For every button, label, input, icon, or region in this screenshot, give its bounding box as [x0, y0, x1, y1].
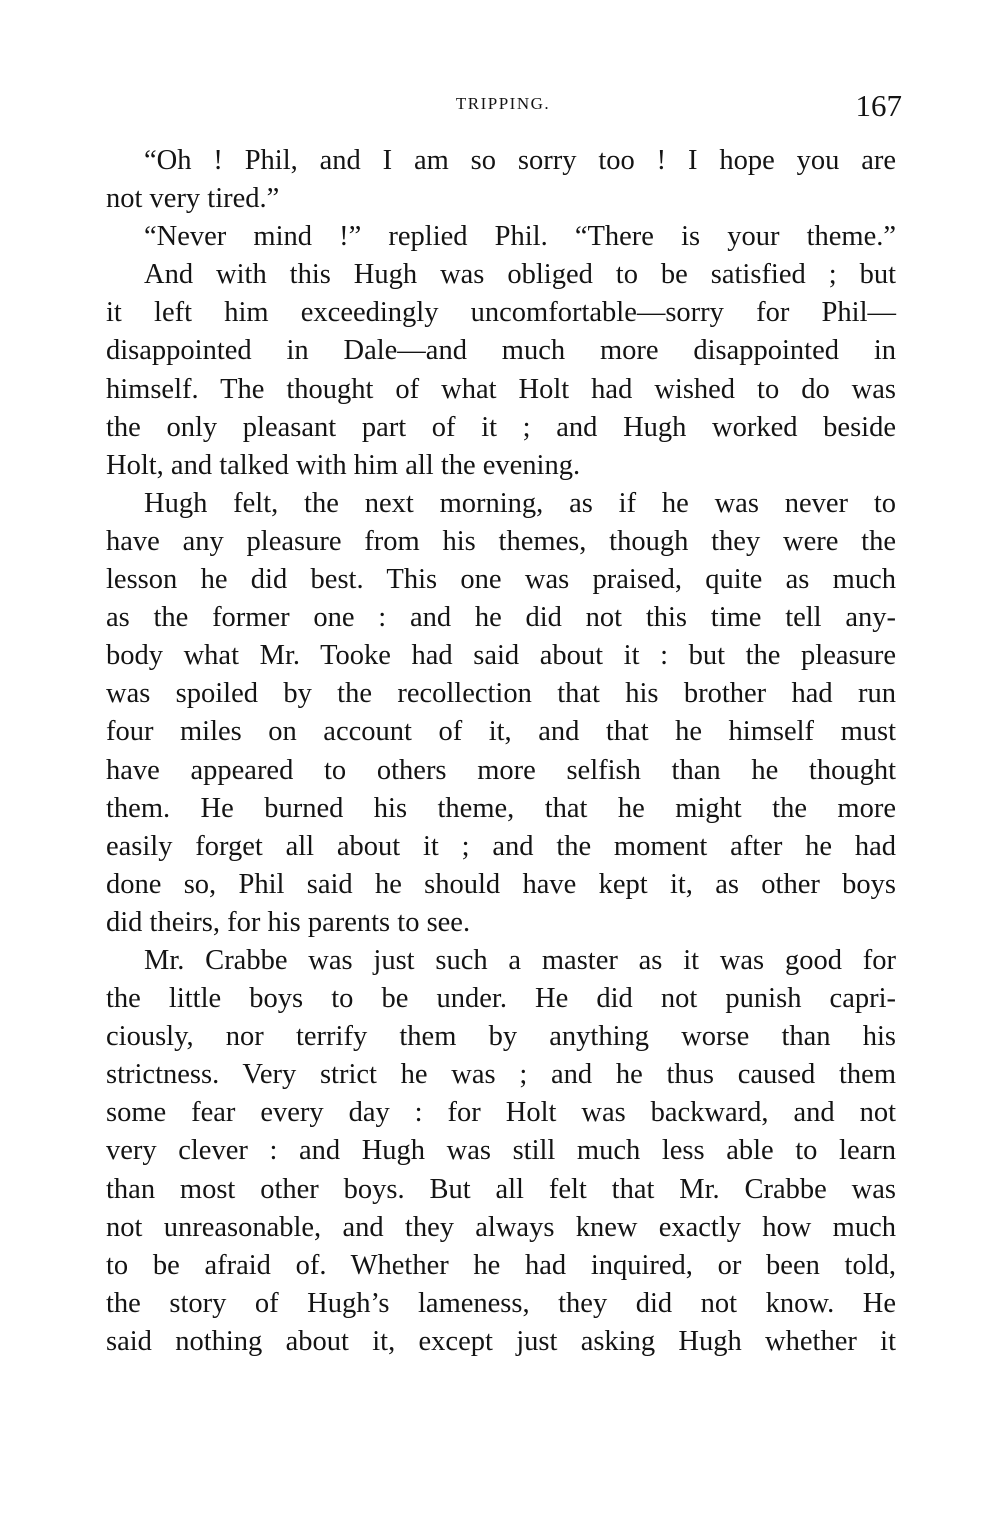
text-line: the little boys to be under. He did not punish capri-: [106, 983, 896, 1015]
text-line: disappointed in Dale—and much more disappointed in: [106, 335, 896, 367]
page-number: 167: [855, 88, 902, 123]
text-line: easily forget all about it ; and the moment after he had: [106, 830, 896, 862]
text-line: did theirs, for his parents to see.: [106, 906, 471, 938]
text-line: to be afraid of. Whether he had inquired, or been told,: [106, 1249, 896, 1281]
text-line: done so, Phil said he should have kept it, as other boys: [106, 868, 896, 900]
text-line: Holt, and talked with him all the evening.: [106, 449, 581, 481]
text-line: four miles on account of it, and that he himself must: [106, 716, 896, 748]
text-line: not unreasonable, and they always knew exactly how much: [106, 1211, 896, 1243]
text-line: Hugh felt, the next morning, as if he was never to: [144, 487, 896, 519]
text-line: the only pleasant part of it ; and Hugh worked beside: [106, 411, 896, 443]
text-line: some fear every day : for Holt was backward, and not: [106, 1097, 896, 1129]
text-line: have appeared to others more selfish than he thought: [106, 754, 896, 786]
text-line: strictness. Very strict he was ; and he thus caused them: [106, 1059, 896, 1091]
text-line: as the former one : and he did not this time tell any-: [106, 602, 896, 634]
body-text: [106, 142, 896, 1361]
text-line: ciously, nor terrify them by anything worse than his: [106, 1021, 896, 1053]
text-line: said nothing about it, except just asking Hugh whether it: [106, 1325, 896, 1357]
text-line: very clever : and Hugh was still much less able to learn: [106, 1135, 896, 1167]
text-line: them. He burned his theme, that he might the more: [106, 792, 896, 824]
text-line: “Oh ! Phil, and I am so sorry too ! I hope you are: [144, 145, 896, 176]
text-line: And with this Hugh was obliged to be satisfied ; but: [144, 259, 896, 291]
text-line: the story of Hugh’s lameness, they did not know. He: [106, 1287, 896, 1319]
page-header: [108, 88, 902, 128]
text-line: was spoiled by the recollection that his brother had run: [106, 678, 896, 710]
text-line: lesson he did best. This one was praised, quite as much: [106, 564, 896, 596]
text-line: “Never mind !” replied Phil. “There is your theme.”: [144, 221, 896, 253]
text-line: himself. The thought of what Holt had wished to do was: [106, 373, 896, 405]
running-head: TRIPPING.: [455, 94, 551, 113]
text-line: than most other boys. But all felt that Mr. Crabbe was: [106, 1173, 896, 1205]
text-line: have any pleasure from his themes, though they were the: [106, 525, 896, 557]
text-line: it left him exceedingly uncomfortable—sorry for Phil—: [106, 297, 896, 329]
text-line: Mr. Crabbe was just such a master as it was good for: [144, 944, 896, 976]
text-line: body what Mr. Tooke had said about it : but the pleasure: [106, 640, 896, 672]
text-line: not very tired.”: [106, 183, 280, 215]
